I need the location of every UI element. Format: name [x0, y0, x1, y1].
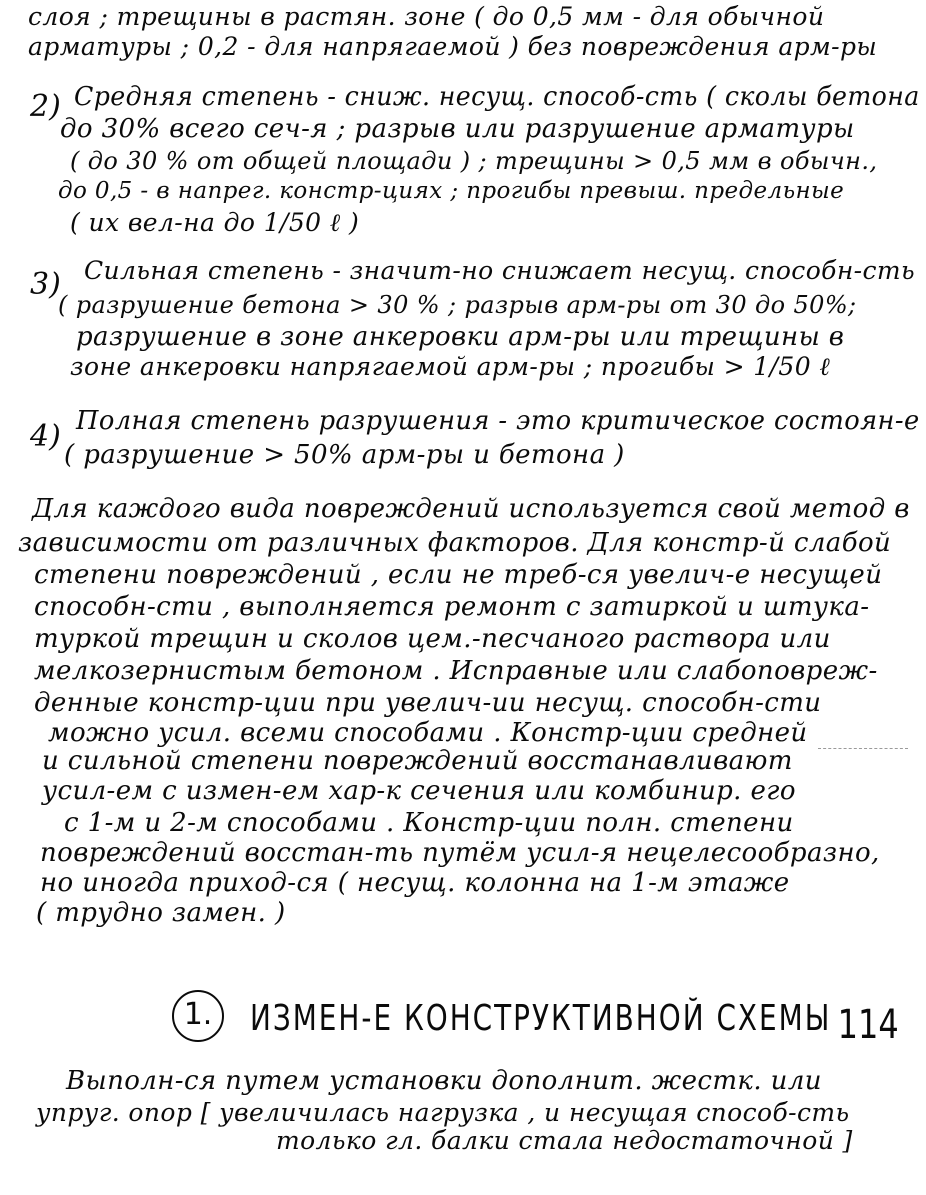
text-line: зоне анкеровки напрягаемой арм-ры ; прогибы > 1/50 ℓ	[70, 352, 831, 381]
text-line: и сильной степени повреждений восстанавливают	[42, 746, 793, 776]
list-number: 3)	[30, 267, 61, 302]
pencil-rule	[818, 748, 908, 749]
text-line: ( до 30 % от общей площади ) ; трещины > 0,5 мм в обычн.,	[70, 147, 878, 175]
text-line: только гл. балки стала недостаточной ]	[276, 1126, 853, 1155]
page-number: 114	[837, 1002, 899, 1048]
text-line: денные констр-ции при увелич-ии несущ. способн-сти	[34, 688, 822, 718]
text-line: зависимости от различных факторов. Для констр-й слабой	[18, 528, 892, 558]
text-line: Сильная степень - значит-но снижает несущ. способн-сть	[84, 256, 916, 285]
text-line: Для каждого вида повреждений используется свой метод в	[32, 494, 910, 524]
text-line: туркой трещин и сколов цем.-песчаного раствора или	[34, 624, 831, 654]
text-line: ( разрушение > 50% арм-ры и бетона )	[64, 440, 625, 470]
text-line: повреждений восстан-ть путём усил-я нецелесообразно,	[40, 838, 880, 868]
text-line: Средняя степень - сниж. несущ. способ-сть ( сколы бетона	[74, 82, 920, 112]
text-line: мелкозернистым бетоном . Исправные или слабоповреж-	[34, 656, 878, 686]
text-line: до 30% всего сеч-я ; разрыв или разрушение арматуры	[60, 114, 855, 144]
text-line: усил-ем с измен-ем хар-к сечения или комбинир. его	[42, 776, 796, 806]
text-line: арматуры ; 0,2 - для напрягаемой ) без повреждения арм-ры	[28, 32, 878, 61]
text-line: до 0,5 - в напрег. констр-циях ; прогибы превыш. предельные	[58, 178, 845, 204]
text-line: но иногда приход-ся ( несущ. колонна на 1-м этаже	[40, 868, 790, 898]
text-line: ( разрушение бетона > 30 % ; разрыв арм-ры от 30 до 50%;	[58, 291, 857, 319]
text-line: упруг. опор [ увеличилась нагрузка , и несущая способ-сть	[36, 1098, 850, 1127]
text-line: с 1-м и 2-м способами . Констр-ции полн. степени	[64, 808, 794, 838]
text-line: степени повреждений , если не треб-ся увелич-е несущей	[34, 560, 883, 590]
text-line: ( их вел-на до 1/50 ℓ )	[70, 208, 360, 237]
section-title: ИЗМЕН-Е КОНСТРУКТИВНОЙ СХЕМЫ	[250, 997, 832, 1040]
text-line: ( трудно замен. )	[36, 898, 286, 928]
text-line: способн-сти , выполняется ремонт с затиркой и штука-	[34, 592, 870, 622]
text-line: разрушение в зоне анкеровки арм-ры или трещины в	[76, 322, 845, 352]
text-line: Полная степень разрушения - это критическое состоян-е	[76, 406, 920, 436]
list-number: 2)	[30, 89, 61, 124]
text-line: слоя ; трещины в растян. зоне ( до 0,5 мм - для обычной	[28, 2, 825, 31]
text-line: Выполн-ся путем установки дополнит. жестк. или	[66, 1066, 822, 1096]
text-line: можно усил. всеми способами . Констр-ции средней	[48, 718, 808, 748]
section-heading	[172, 990, 892, 1050]
circled-section-number: 1.	[172, 990, 224, 1042]
list-number: 4)	[30, 419, 61, 454]
